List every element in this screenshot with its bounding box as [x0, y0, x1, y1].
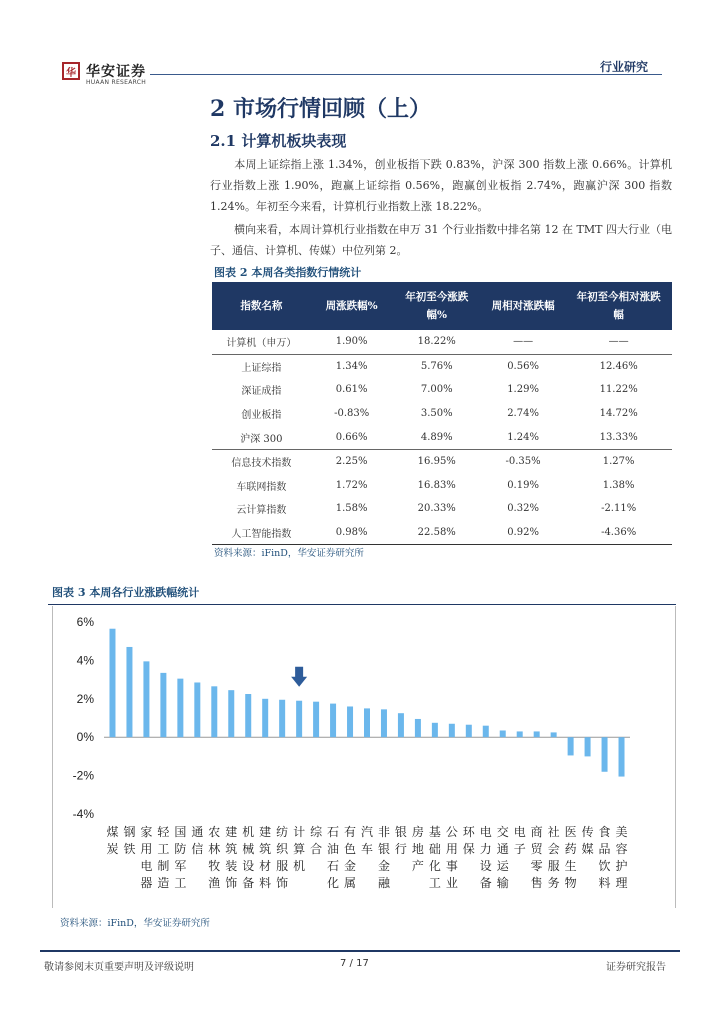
- footer-report-type: 证券研究报告: [606, 962, 666, 973]
- bar: [534, 731, 540, 737]
- bar: [279, 700, 285, 737]
- col-header: 指数名称: [212, 282, 311, 330]
- table-row: [212, 330, 672, 354]
- x-tick-label: 农林牧渔: [208, 825, 221, 890]
- table-cell: -2.11%: [601, 503, 637, 515]
- x-tick-label: 社会服务: [547, 825, 560, 890]
- table-cell: 1.34%: [335, 360, 368, 372]
- x-tick-label: 医药生物: [564, 825, 577, 890]
- x-tick-label: 煤炭: [106, 825, 119, 856]
- col-header: 周相对涨跌幅: [481, 282, 565, 330]
- x-tick-label: 银行: [394, 825, 407, 856]
- y-tick-label: 2%: [76, 691, 94, 706]
- table-cell: 上证综指: [241, 362, 282, 374]
- bar: [194, 682, 200, 737]
- table-cell: 1.58%: [335, 503, 368, 515]
- table-source: 资料来源：iFinD，华安证券研究所: [214, 548, 364, 559]
- bar: [398, 713, 404, 737]
- bar: [160, 673, 166, 737]
- bar: [313, 702, 319, 738]
- x-tick-label: 综合: [310, 825, 323, 856]
- bar: [432, 723, 438, 737]
- table-header-row: [212, 282, 672, 330]
- x-tick-label: 汽车: [360, 825, 374, 856]
- table-cell: 1.90%: [311, 330, 393, 354]
- col-header: 周涨跌幅%: [311, 282, 393, 330]
- table-row: [212, 449, 672, 473]
- y-tick-label: 6%: [76, 615, 94, 629]
- bar: [500, 730, 506, 737]
- bar: [619, 737, 625, 776]
- table-cell: 人工智能指数: [212, 521, 311, 545]
- bar: [602, 737, 608, 772]
- table-cell: 车联网指数: [236, 481, 287, 493]
- y-tick-label: 4%: [76, 653, 94, 668]
- bar: [177, 679, 183, 738]
- paragraph-1: 本周上证综指上涨 1.34%，创业板指下跌 0.83%，沪深 300 指数上涨 0.66%。计算机行业指数上涨 1.90%，跑赢上证综指 0.56%，跑赢创业板指 2.74%，跑赢沪深 300 指数 1.24%。年初至今来看，计算机行业指数上涨 18.22%。: [210, 158, 672, 213]
- x-tick-label: 电力设备: [479, 825, 492, 890]
- table-cell: 16.83%: [417, 479, 456, 491]
- table-cell: 云计算指数: [236, 505, 287, 517]
- table-cell: 1.29%: [507, 384, 539, 396]
- x-tick-label: 机械设备: [242, 825, 255, 890]
- x-tick-label: 美容护理: [615, 825, 628, 890]
- x-tick-label: 环保: [462, 825, 475, 856]
- table-cell: 0.32%: [507, 503, 539, 515]
- table-cell: 12.46%: [599, 360, 638, 372]
- bar: [296, 701, 302, 737]
- table-cell: 创业板指: [241, 410, 282, 422]
- table-cell: 1.27%: [602, 456, 635, 468]
- x-tick-label: 非银金融: [377, 825, 390, 890]
- table-cell: 1.38%: [602, 479, 635, 491]
- table-cell: -0.83%: [334, 408, 370, 420]
- bar: [364, 708, 370, 737]
- bar: [228, 690, 234, 737]
- table-cell: 20.33%: [417, 503, 456, 515]
- table-row: [212, 378, 672, 402]
- x-tick-label: 传媒: [581, 825, 594, 856]
- bar: [330, 704, 336, 738]
- bar: [568, 737, 574, 755]
- bar: [126, 647, 132, 737]
- x-tick-label: 通信: [191, 825, 204, 856]
- x-tick-label: 基础化工: [428, 825, 441, 890]
- footer-disclaimer: 敬请参阅末页重要声明及评级说明: [44, 962, 194, 973]
- header-divider: [150, 74, 662, 75]
- x-tick-label: 轻工制造: [157, 825, 170, 890]
- table-row: [212, 497, 672, 521]
- table-cell: 16.95%: [417, 456, 456, 468]
- page-number: 7 / 17: [340, 958, 369, 969]
- y-tick-label: -2%: [72, 768, 94, 783]
- table-cell: ——: [481, 330, 565, 354]
- table-cell: 11.22%: [599, 384, 638, 396]
- chart-caption: 图表 3 本周各行业涨跌幅统计: [52, 586, 200, 599]
- bar: [585, 737, 591, 756]
- table-row: [212, 402, 672, 426]
- x-tick-label: 商贸零售: [530, 825, 543, 890]
- chart-caption-divider: [48, 604, 676, 605]
- subsection-title: 2.1 计算机板块表现: [210, 132, 347, 150]
- x-tick-label: 房地产: [411, 825, 424, 873]
- x-tick-label: 石油石化: [327, 825, 340, 890]
- x-tick-label: 纺织服饰: [276, 825, 289, 890]
- table-cell: 1.24%: [481, 425, 565, 449]
- table-cell: 7.00%: [420, 384, 453, 396]
- table-cell: 0.92%: [481, 521, 565, 545]
- col-header: 年初至今涨跌幅%: [393, 282, 481, 330]
- table-cell: 0.19%: [507, 479, 539, 491]
- table-cell: 18.22%: [393, 330, 481, 354]
- col-header: 年初至今相对涨跌幅: [565, 282, 672, 330]
- bar: [347, 706, 353, 737]
- table-row: [212, 474, 672, 498]
- table-cell: -0.35%: [505, 456, 541, 468]
- logo-text: 华安证券: [86, 64, 146, 80]
- bar: [483, 726, 489, 738]
- table-cell: 2.25%: [335, 456, 368, 468]
- x-tick-label: 有色金属: [344, 825, 357, 890]
- bar: [262, 699, 268, 737]
- report-category: 行业研究: [600, 60, 649, 74]
- table-cell: 0.98%: [311, 521, 393, 545]
- x-tick-label: 公用事业: [445, 825, 458, 890]
- table-row: [212, 521, 672, 545]
- logo-subtitle: HUAAN RESEARCH: [86, 79, 147, 86]
- x-tick-label: 家用电器: [140, 825, 153, 890]
- y-tick-label: -4%: [72, 807, 94, 821]
- x-tick-label: 交通运输: [496, 825, 509, 890]
- bar: [466, 725, 472, 737]
- table-cell: 沪深 300: [212, 425, 311, 449]
- bar: [449, 724, 455, 737]
- highlight-arrow: [291, 667, 307, 687]
- y-tick-label: 0%: [76, 730, 94, 745]
- x-tick-label: 钢铁: [123, 825, 136, 856]
- table-cell: 0.66%: [311, 425, 393, 449]
- table-cell: 1.72%: [335, 479, 368, 491]
- footer-divider: [40, 950, 680, 952]
- table-cell: 13.33%: [565, 425, 672, 449]
- bar: [517, 731, 523, 737]
- table-cell: 22.58%: [393, 521, 481, 545]
- table-row: [212, 425, 672, 449]
- bar: [551, 732, 557, 737]
- table-cell: 深证成指: [241, 386, 282, 398]
- x-tick-label: 国防军工: [174, 825, 187, 890]
- bar: [109, 629, 115, 737]
- bar: [211, 686, 217, 737]
- paragraph-2: 横向来看，本周计算机行业指数在申万 31 个行业指数中排名第 12 在 TMT 四大行业（电子、通信、计算机、传媒）中位列第 2。: [210, 223, 672, 257]
- table-cell: 0.56%: [507, 360, 539, 372]
- table-cell: 信息技术指数: [231, 458, 292, 470]
- bar: [245, 694, 251, 737]
- x-tick-label: 计算机: [293, 825, 306, 873]
- logo-mark: 华: [62, 62, 80, 80]
- x-tick-label: 电子: [513, 825, 526, 856]
- table-cell: -4.36%: [565, 521, 672, 545]
- table-cell: 2.74%: [507, 408, 539, 420]
- x-tick-label: 建筑装饰: [225, 825, 238, 890]
- chart-source: 资料来源：iFinD，华安证券研究所: [60, 918, 210, 929]
- table-cell: 3.50%: [420, 408, 453, 420]
- table-cell: ——: [565, 330, 672, 354]
- table-cell: 14.72%: [599, 408, 638, 420]
- bar: [143, 661, 149, 737]
- section-title: 2 市场行情回顾（上）: [210, 96, 431, 122]
- bar: [381, 709, 387, 737]
- table-caption: 图表 2 本周各类指数行情统计: [214, 266, 362, 279]
- index-table: [212, 282, 672, 545]
- table-cell: 计算机（申万）: [212, 330, 311, 354]
- x-tick-label: 建筑材料: [259, 825, 272, 890]
- table-cell: 0.61%: [335, 384, 368, 396]
- bar: [415, 719, 421, 737]
- table-cell: 4.89%: [393, 425, 481, 449]
- table-row: [212, 354, 672, 378]
- x-tick-label: 食品饮料: [598, 825, 611, 890]
- industry-bar-chart: [52, 606, 676, 906]
- table-cell: 5.76%: [420, 360, 453, 372]
